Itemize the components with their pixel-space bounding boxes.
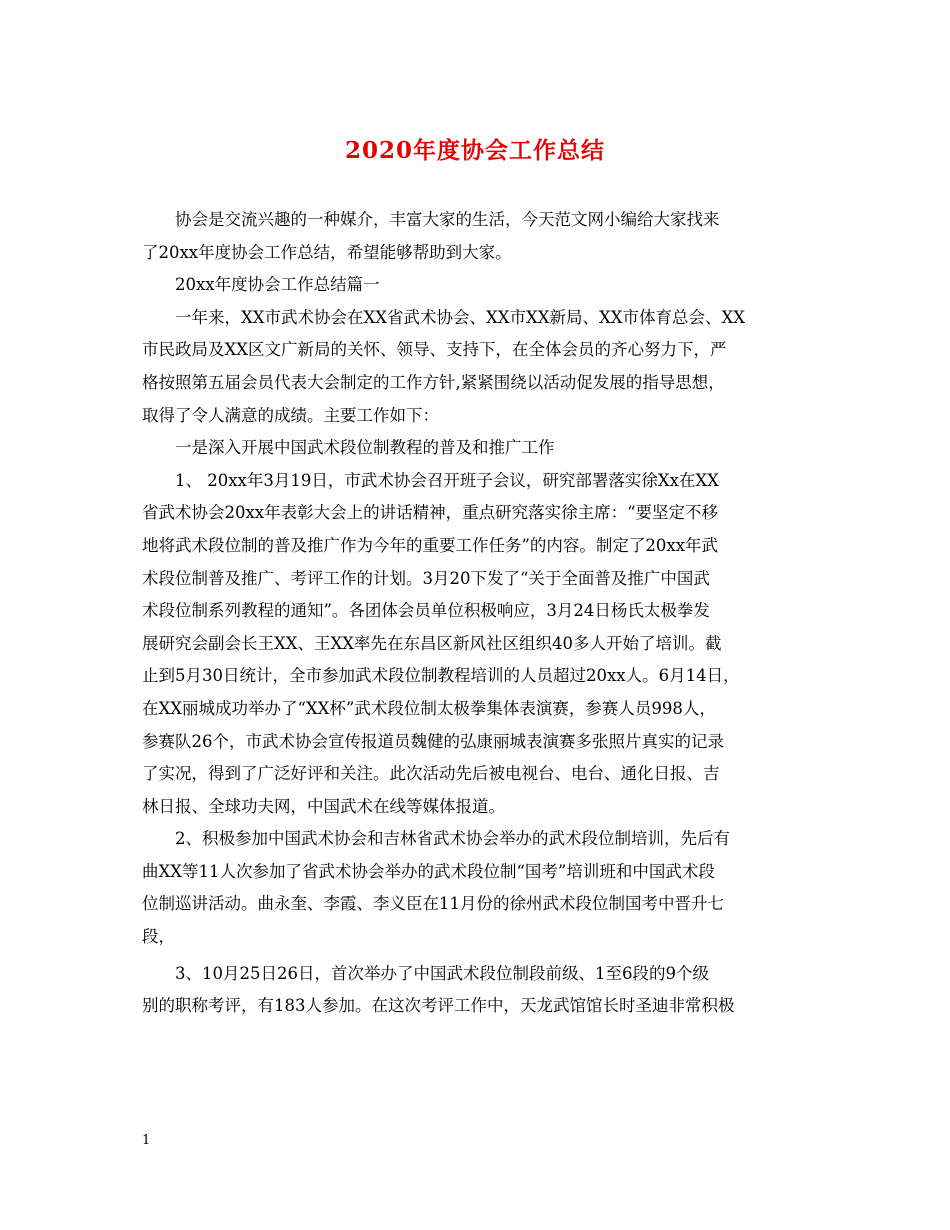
document-title: 2020年度协会工作总结 [344, 137, 605, 164]
text-line: 术段位制系列教程的通知”。各团体会员单位积极响应，3月24日杨氏太极拳发 [142, 601, 710, 621]
document-body [142, 204, 832, 1023]
paragraph-item-3 [142, 958, 832, 1023]
paragraph-subheading [142, 432, 832, 465]
text-line: 1、 20xx年3月19日，市武术协会召开班子会议，研究部署落实徐Xx在XX [175, 470, 719, 490]
text-line: 曲XX等11人次参加了省武术协会举办的武术段位制“国考”培训班和中国武术段 [142, 861, 715, 881]
text-line: 地将武术段位制的普及推广作为今年的重要工作任务”的内容。制定了20xx年武 [142, 535, 719, 555]
text-line: 林日报、全球功夫网，中国武术在线等媒体报道。 [142, 796, 505, 816]
text-line: 2、积极参加中国武术协会和吉林省武术协会举办的武术段位制培训，先后有 [175, 829, 730, 849]
text-line: 协会是交流兴趣的一种媒介，丰富大家的生活，今天范文网小编给大家找来 [175, 210, 720, 229]
paragraph-overview [142, 302, 832, 432]
page-number: 1 [142, 1133, 151, 1148]
text-line: 止到5月30日统计，全市参加武术段位制教程培训的人员超过20xx人。6月14日， [142, 666, 740, 686]
text-line: 3、10月25日26日，首次举办了中国武术段位制段前级、1至6段的9个级 [175, 963, 709, 983]
text-line: 位制巡讲活动。曲永奎、李霞、李义臣在11月份的徐州武术段位制国考中晋升七 [142, 894, 724, 914]
text-line: 取得了令人满意的成绩。主要工作如下： [142, 405, 439, 425]
paragraph-intro [142, 204, 832, 269]
text-line: 省武术协会20xx年表彰大会上的讲话精神，重点研究落实徐主席：“要坚定不移 [142, 503, 719, 523]
text-line: 别的职称考评，有183人参加。在这次考评工作中，天龙武馆馆长时圣迪非常积极 [142, 996, 735, 1016]
text-line: 术段位制普及推广、考评工作的计划。3月20下发了“关于全面普及推广中国武 [142, 568, 710, 588]
text-line: 了20xx年度协会工作总结，希望能够帮助到大家。 [142, 242, 512, 262]
text-line: 一年来，XX市武术协会在XX省武术协会、XX市XX新局、XX市体育总会、XX [175, 307, 745, 327]
text-line: 参赛队26个，市武术协会宣传报道员魏健的弘康丽城表演赛多张照片真实的记录 [142, 731, 724, 751]
text-line: 了实况，得到了广泛好评和关注。此次活动先后被电视台、电台、通化日报、吉 [142, 764, 720, 784]
paragraph-section-heading [142, 269, 832, 302]
text-line: 20xx年度协会工作总结篇一 [175, 275, 380, 295]
text-line: 格按照第五届会员代表大会制定的工作方针,紧紧围绕以活动促发展的指导思想， [142, 372, 725, 392]
text-line: 展研究会副会长王XX、王XX率先在东昌区新风社区组织40多人开始了培训。截 [142, 633, 722, 653]
text-line: 在XX丽城成功举办了“XX杯”武术段位制太极拳集体表演赛，参赛人员998人， [142, 698, 716, 718]
paragraph-item-1 [142, 465, 832, 824]
text-line: 一是深入开展中国武术段位制教程的普及和推广工作 [175, 438, 555, 458]
text-line: 段， [142, 927, 175, 947]
paragraph-item-2 [142, 823, 832, 953]
text-line: 市民政局及XX区文广新局的关怀、领导、支持下，在全体会员的齐心努力下，严 [142, 340, 727, 360]
